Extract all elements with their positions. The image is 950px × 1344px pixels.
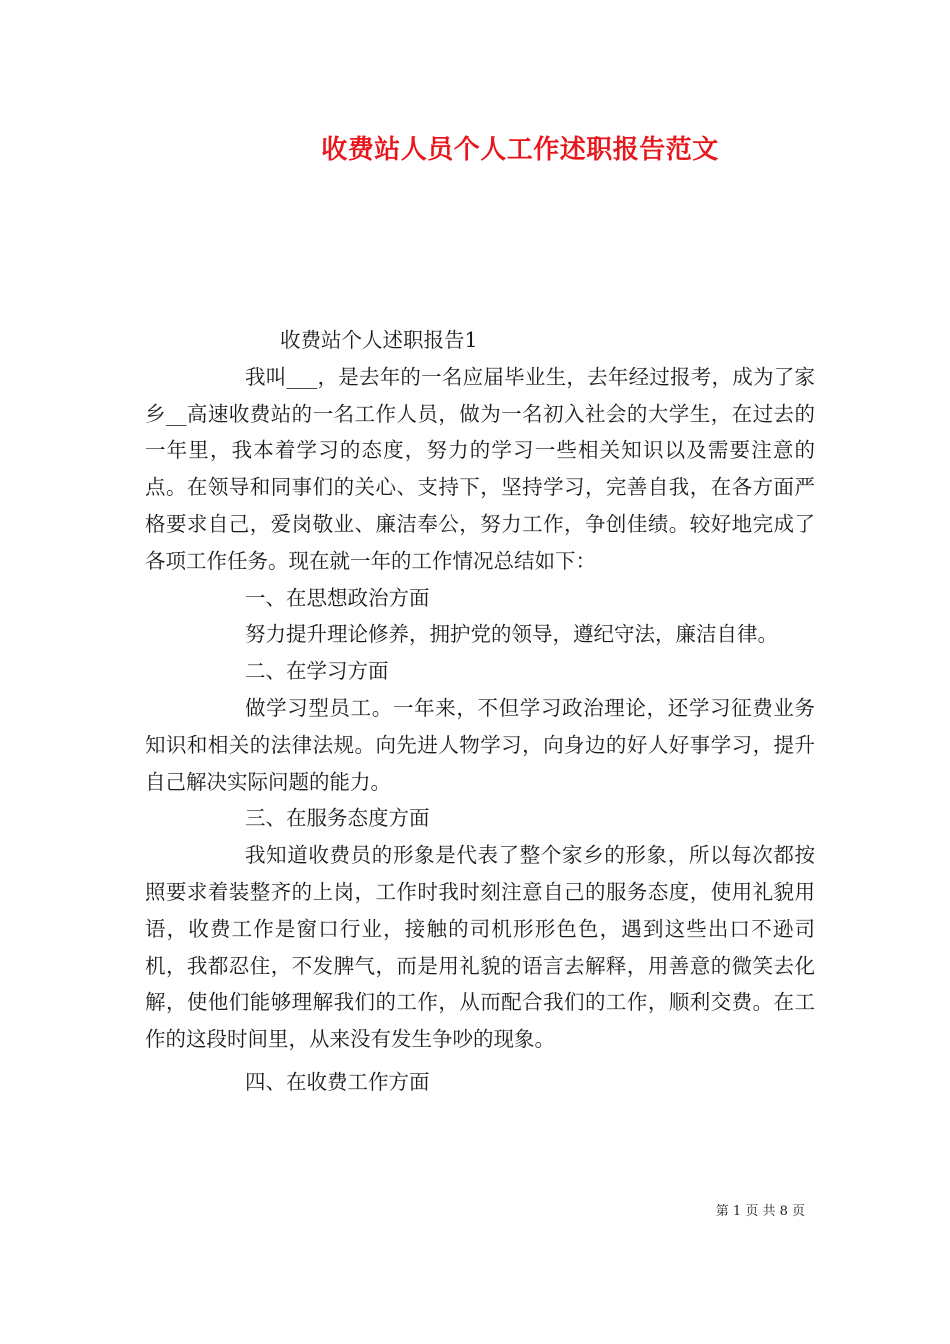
section-heading-study: 二、在学习方面 [245, 659, 389, 684]
document-body [145, 322, 815, 1101]
page-number: 第 1 页 共 8 页 [715, 1204, 805, 1219]
section-heading-politics: 一、在思想政治方面 [245, 585, 430, 610]
intro-paragraph: 我叫___，是去年的一名应届毕业生，去年经过报考，成为了家乡__高速收费站的一名工作人员，做为一名初入社会的大学生，在过去的一年里，我本着学习的态度，努力的学习一些相关知识以及需要注意的点。在领导和同事们的关心、支持下，坚持学习，完善自我，在各方面严格要求自己，爱岗敬业、廉洁奉公，努力工作，争创佳绩。较好地完成了各项工作任务。现在就一年的工作情况总结如下： [145, 364, 815, 573]
section-body-politics: 努力提升理论修养，拥护党的领导，遵纪守法，廉洁自律。 [245, 622, 778, 647]
section-heading-toll: 四、在收费工作方面 [245, 1069, 430, 1094]
section-body-service: 我知道收费员的形象是代表了整个家乡的形象，所以每次都按照要求着装整齐的上岗，工作时我时刻注意自己的服务态度，使用礼貌用语，收费工作是窗口行业，接触的司机形形色色，遇到这些出口不逊司机，我都忍住，不发脾气，而是用礼貌的语言去解释，用善意的微笑去化解，使他们能够理解我们的工作，从而配合我们的工作，顺利交费。在工作的这段时间里，从来没有发生争吵的现象。 [145, 843, 815, 1052]
document-title: 收费站人员个人工作述职报告范文 [321, 135, 719, 165]
section-heading-service: 三、在服务态度方面 [245, 806, 430, 831]
section-body-study: 做学习型员工。一年来，不但学习政治理论，还学习征费业务知识和相关的法律法规。向先进人物学习，向身边的好人好事学习，提升自己解决实际问题的能力。 [145, 695, 815, 794]
report-subtitle: 收费站个人述职报告1 [280, 328, 478, 352]
